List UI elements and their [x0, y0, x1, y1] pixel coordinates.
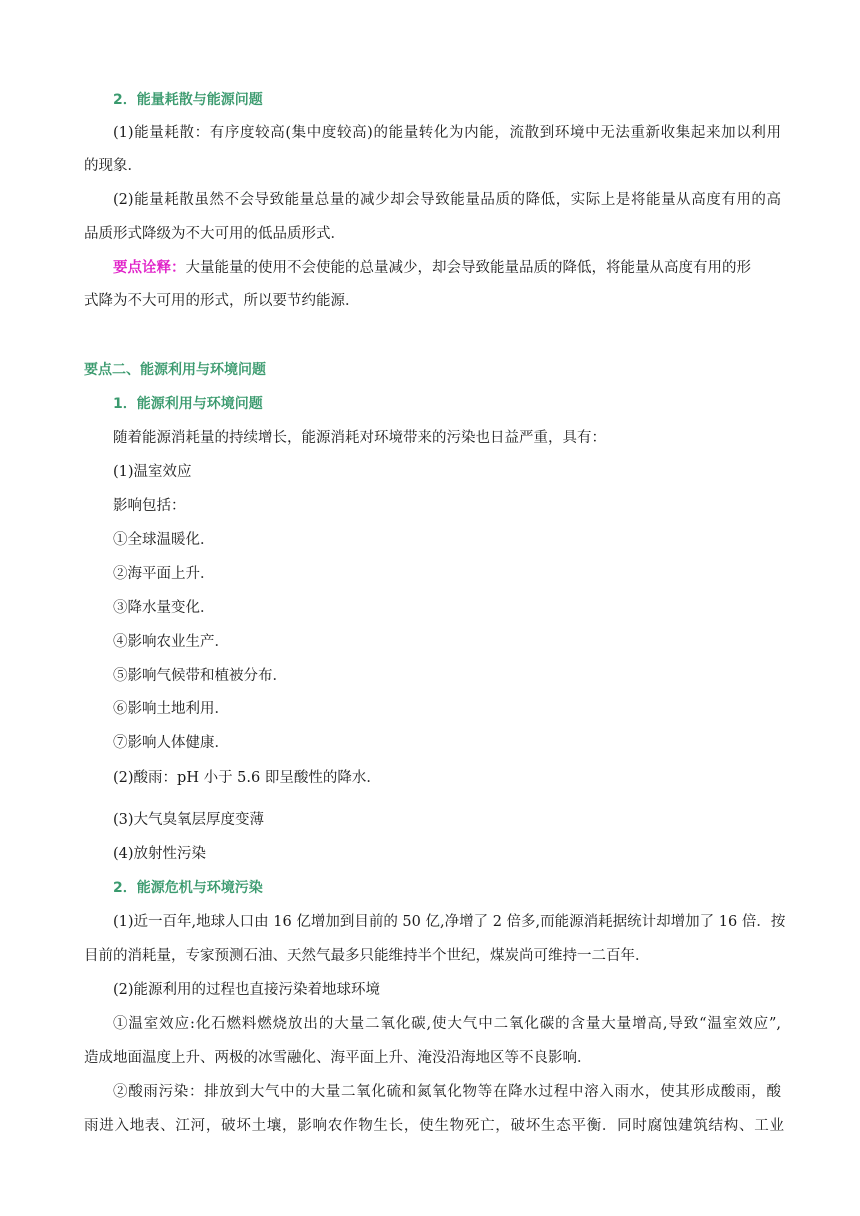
effects-label: 影响包括： [113, 498, 186, 514]
intro-paragraph: 随着能源消耗量的持续增长，能源消耗对环境带来的污染也日益严重，具有： [113, 430, 606, 446]
section-title-energy-environment: 要点二、能源利用与环境问题 [84, 362, 266, 378]
note-text-line-1: 大量能量的使用不会使能的总量减少，却会导致能量品质的降低，将能量从高度有用的形 [185, 260, 751, 276]
item-radioactive-pollution: (4)放射性污染 [113, 846, 207, 862]
paragraph-crisis-line-1: (1)近一百年,地球人口由 16 亿增加到目前的 50 亿,净增了 2 倍多,而能源消耗据统计却增加了 16 倍．按 [113, 914, 786, 930]
list-item: ②海平面上升． [113, 566, 215, 582]
item-acid-rain: (2)酸雨：pH 小于 5.6 即呈酸性的降水． [113, 770, 381, 786]
section-heading-energy-dissipation: 2．能量耗散与能源问题 [113, 92, 263, 108]
list-item: ⑦影响人体健康． [113, 735, 229, 751]
subsection-heading-energy-use: 1．能源利用与环境问题 [113, 396, 263, 412]
paragraph-dissipation-line-1: (1)能量耗散：有序度较高(集中度较高)的能量转化为内能，流散到环境中无法重新收集起来加以利用 [113, 125, 781, 141]
paragraph-quality-line-1: (2)能量耗散虽然不会导致能量总量的减少却会导致能量品质的降低，实际上是将能量从高度有用的高 [113, 192, 781, 208]
list-item: ③降水量变化． [113, 600, 215, 616]
paragraph-crisis-line-2: 目前的消耗量，专家预测石油、天然气最多只能维持半个世纪，煤炭尚可维持一二百年． [84, 948, 650, 964]
subsection-heading-energy-crisis: 2．能源危机与环境污染 [113, 880, 263, 896]
list-item: ⑤影响气候带和植被分布． [113, 668, 287, 684]
note-line-1 [113, 258, 781, 278]
paragraph-quality-line-2: 品质形式降级为不大可用的低品质形式． [84, 226, 345, 242]
paragraph-greenhouse-line-2: 造成地面温度上升、两极的冰雪融化、海平面上升、淹没沿海地区等不良影响． [84, 1050, 592, 1066]
list-item: ⑥影响土地利用． [113, 701, 229, 717]
paragraph-pollution: (2)能源利用的过程也直接污染着地球环境 [113, 982, 381, 998]
paragraph-dissipation-line-2: 的现象． [84, 158, 142, 174]
list-item: ④影响农业生产． [113, 634, 229, 650]
item-greenhouse-effect: (1)温室效应 [113, 464, 192, 480]
paragraph-acid-rain-line-1: ②酸雨污染：排放到大气中的大量二氧化硫和氮氧化物等在降水过程中溶入雨水，使其形成酸雨，酸 [113, 1084, 781, 1100]
note-label: 要点诠释： [113, 260, 186, 276]
paragraph-acid-rain-line-2: 雨进入地表、江河，破坏土壤，影响农作物生长，使生物死亡，破坏生态平衡．同时腐蚀建筑结构、工业 [84, 1118, 784, 1134]
list-item: ①全球温暖化． [113, 532, 215, 548]
note-line-2: 式降为不大可用的形式，所以要节约能源． [84, 293, 360, 309]
item-ozone-layer: (3)大气臭氧层厚度变薄 [113, 812, 265, 828]
paragraph-greenhouse-line-1: ①温室效应:化石燃料燃烧放出的大量二氧化碳,使大气中二氧化碳的含量大量增高,导致“温室效应”, [113, 1016, 781, 1032]
